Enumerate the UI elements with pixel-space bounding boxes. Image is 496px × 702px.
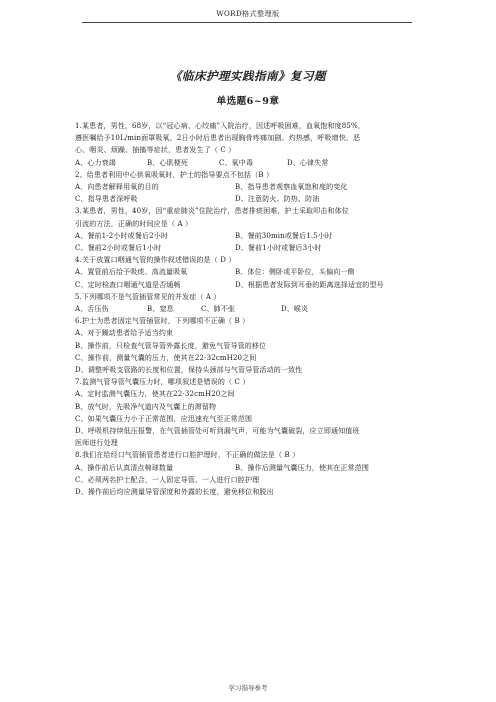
question-7 <box>75 376 421 449</box>
page-footer: 学习指导参考 <box>228 684 268 692</box>
option-b: B、心肌梗死 <box>147 158 189 167</box>
option-d: D、注意防火、防热、防油 <box>235 195 320 204</box>
question-stem: 7.监测气管导管气囊压力时，哪项叙述是错误的（ C ） <box>75 378 250 387</box>
option-row <box>75 242 421 254</box>
option-row <box>75 279 421 291</box>
question-stem: 遵医嘱给予10L/min面罩吸氧，2日小时后患者出现胸骨疼痛加剧、灼热感，呼吸增快、恶 <box>75 134 361 143</box>
question-stem: 1.某患者，男性，68岁，以“冠心病、心绞痛”入院治疗，因述呼吸困难，血氧饱和度85%， <box>75 122 365 130</box>
question-stem: 5.下列哪项不是气管插管常见的并发症（ A ） <box>75 292 221 301</box>
option-row <box>75 230 421 242</box>
option-row <box>75 193 421 205</box>
option-a: A、餐前1-2小时或餐后2小时 <box>75 231 169 240</box>
question-stem: 引流的方法，正确的时间应是（ A ） <box>75 219 193 228</box>
option-c: C、如果气囊压力小于正常范围，应迅速充气至正常范围 <box>75 414 253 423</box>
option-c: C、氧中毒 <box>219 158 254 167</box>
option-a: A、操作前后认真清点棉球数量 <box>75 463 174 472</box>
question-6 <box>75 315 421 376</box>
question-list <box>75 120 421 498</box>
option-c: C、定时检查口咽通气道是否通畅 <box>75 280 181 289</box>
question-stem: 4.关于放置口咽通气管的操作叙述错误的是（ D ） <box>75 256 236 265</box>
option-a: A、定时监测气囊压力，使其在22-32cmH20之间 <box>75 390 235 399</box>
question-stem: 6.护士为患者固定气管插管时，下列哪项不正确（ B ） <box>75 317 250 326</box>
option-c: C、餐前2小时或餐后1小时 <box>75 244 162 253</box>
option-b: B、指导患者观察血氧饱和度的变化 <box>235 183 348 192</box>
question-8 <box>75 449 421 498</box>
option-b: B、放气时，先吸净气道内及气囊上的滞留物 <box>75 402 217 411</box>
option-b: B、操作后测量气囊压力，使其在正常范围 <box>235 463 369 472</box>
option-row <box>75 462 421 474</box>
option-row <box>75 303 421 315</box>
question-stem: 8.我们在给经口气管插管患者进行口腔护理时，不正确的做法是（ B ） <box>75 451 300 460</box>
question-4 <box>75 254 421 291</box>
option-d: D、根据患者发际到耳垂的距离选择适宜的型号 <box>235 280 384 289</box>
question-stem: 心、咽炎、烦躁、抽搐等症状，患者发生了（ C ） <box>75 146 236 155</box>
option-a: A、置管前后给予吸痰、高流量吸氧 <box>75 268 188 277</box>
option-row <box>75 181 421 193</box>
question-2 <box>75 169 421 206</box>
question-stem: 3.某患者，男性，40岁，因“重症肺炎”住院治疗，患者排痰困难，护士采取叩击和体位 <box>75 207 349 216</box>
option-b: B、餐前30min或餐后1.5小时 <box>235 231 333 240</box>
option-d: D、喉炎 <box>281 305 309 314</box>
option-d: D、操作前后均应测量导管深度和外露的长度，避免移位和脱出 <box>75 488 274 497</box>
option-c: C、操作前，测量气囊的压力，使其在22-32cmH20之间 <box>75 353 257 362</box>
option-c: C、指导患者深呼吸 <box>75 195 138 204</box>
option-d-continued: 医师进行处理 <box>75 439 118 448</box>
option-b: B、体位：侧卧或平卧位，头偏向一侧 <box>235 268 355 277</box>
question-1 <box>75 120 421 169</box>
option-d: D、呼吸机持续低压报警，在气管插管处可听到漏气声，可能为气囊破裂，应立即通知值班 <box>75 427 360 436</box>
option-c: C、必须两名护士配合，一人固定导管、一人进行口腔护理 <box>75 475 260 484</box>
option-a: A、对于躁动患者给予适当约束 <box>75 329 174 338</box>
option-c: C、肺不张 <box>201 305 236 314</box>
section-subtitle: 单选题6~9章 <box>216 96 280 107</box>
page-header: WORD格式整理版 <box>216 10 280 18</box>
option-d: D、调整呼吸支管路的长度和位置，保持头颈部与气管导管活动的一致性 <box>75 366 303 375</box>
option-a: A、向患者解释用氧的目的 <box>75 183 159 192</box>
option-a: A、舌压伤 <box>75 305 109 314</box>
question-3 <box>75 205 421 254</box>
question-stem: 2、给患者利用中心供氧吸氧时，护士的指导要点不包括（B ） <box>75 170 274 179</box>
header-divider <box>82 22 412 23</box>
question-5 <box>75 291 421 315</box>
option-b: B、窒息 <box>147 305 174 314</box>
option-b: B、操作前，只检查气管导管外露长度，避免气管导管的移位 <box>75 341 267 350</box>
option-row <box>75 157 421 169</box>
option-d: D、心律失常 <box>287 158 329 167</box>
option-row <box>75 266 421 278</box>
option-d: D、餐前1小时或餐后3小时 <box>235 244 322 253</box>
option-a: A、心力衰竭 <box>75 158 116 167</box>
document-title: 《临床护理实践指南》复习题 <box>170 69 326 83</box>
